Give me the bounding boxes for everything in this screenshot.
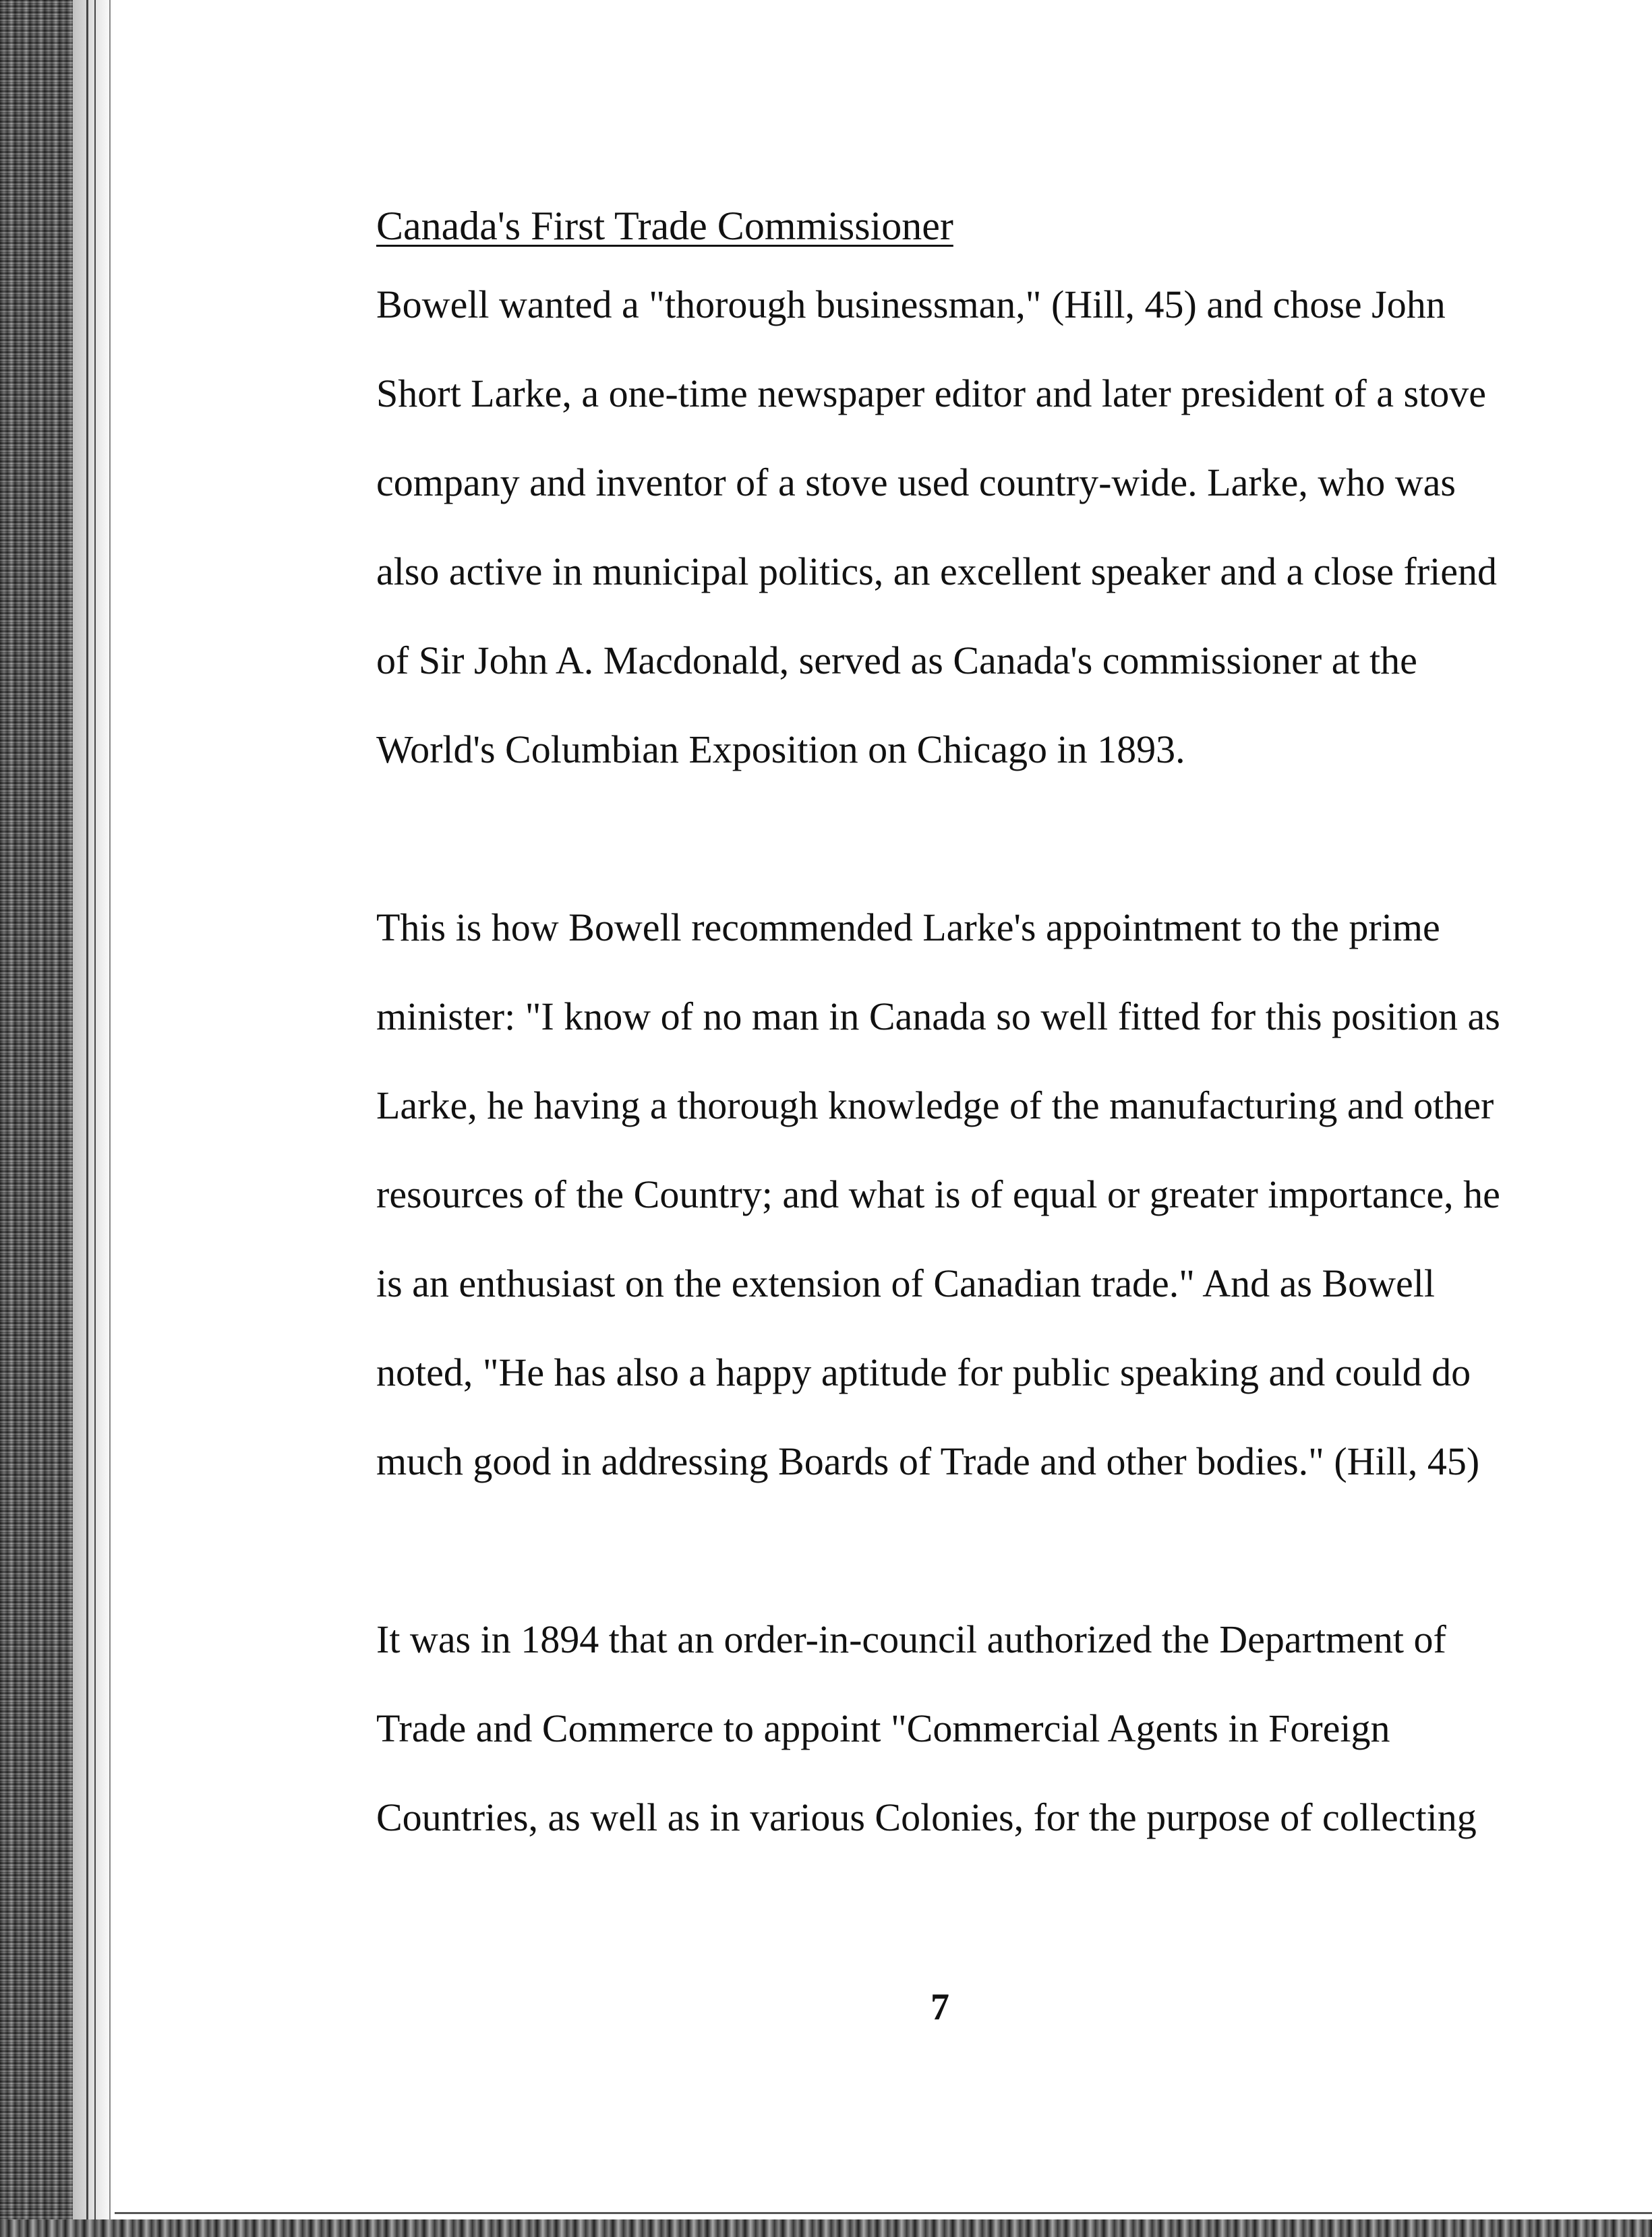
paragraph-gap [376,794,1590,883]
paragraph-gap [376,1506,1590,1595]
text-line: It was in 1894 that an order-in-council authorized the Department of [376,1617,1446,1661]
document-page [376,196,1590,1862]
scanned-bottom-edge [0,2219,1652,2237]
text-line: Trade and Commerce to appoint "Commercial Agents in Foreign [376,1706,1390,1750]
page-number: 7 [931,1986,949,2028]
text-line: of Sir John A. Macdonald, served as Canada's commissioner at the [376,638,1417,682]
text-line: This is how Bowell recommended Larke's appointment to the prime [376,905,1440,949]
text-line: Larke, he having a thorough knowledge of the manufacturing and other [376,1083,1494,1127]
text-line: company and inventor of a stove used country-wide. Larke, who was [376,460,1456,504]
text-line: minister: "I know of no man in Canada so well fitted for this position as [376,994,1500,1038]
binding-shadow [73,0,113,2237]
binding-line [94,0,96,2237]
text-line: Countries, as well as in various Colonies, for the purpose of collecting [376,1795,1477,1839]
text-line: much good in addressing Boards of Trade and other bodies." (Hill, 45) [376,1439,1480,1483]
section-heading: Canada's First Trade Commissioner [376,204,953,248]
text-line: noted, "He has also a happy aptitude for public speaking and could do [376,1350,1471,1394]
scanned-binding-edge [0,0,73,2237]
bottom-rule [115,2212,1652,2214]
text-line: is an enthusiast on the extension of Canadian trade." And as Bowell [376,1261,1436,1305]
text-line: World's Columbian Exposition on Chicago in 1893. [376,727,1185,771]
binding-line [86,0,88,2237]
text-line: resources of the Country; and what is of equal or greater importance, he [376,1172,1500,1216]
paragraph-1 [376,260,1590,794]
text-line: Short Larke, a one-time newspaper editor and later president of a stove [376,371,1486,415]
paragraph-3 [376,1595,1590,1862]
paragraph-2 [376,883,1590,1506]
text-line: also active in municipal politics, an excellent speaker and a close friend [376,549,1498,593]
text-line: Bowell wanted a "thorough businessman," (Hill, 45) and chose John [376,282,1446,326]
binding-line [109,0,111,2237]
